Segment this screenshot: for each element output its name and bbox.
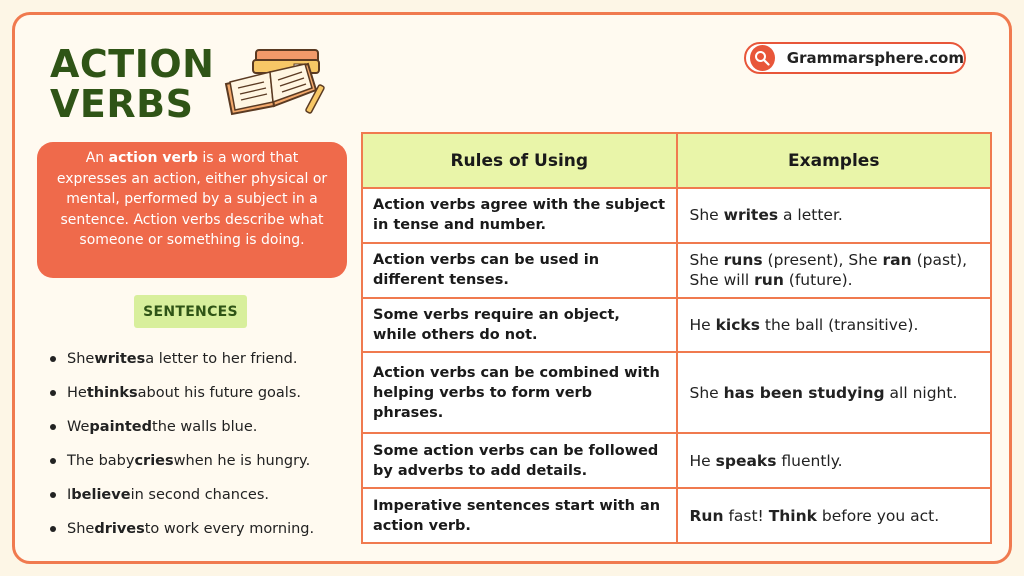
sentence-verb: painted xyxy=(89,419,153,435)
sentence-item xyxy=(50,342,314,376)
example-segment: Run xyxy=(689,506,724,525)
sentence-pre: He xyxy=(67,385,87,401)
table-row xyxy=(362,188,991,243)
sentence-verb: drives xyxy=(94,521,145,537)
sentence-item xyxy=(50,512,314,546)
sentence-post: the walls blue. xyxy=(152,419,258,435)
example-segment: ran xyxy=(882,251,912,270)
definition-pre: An xyxy=(85,150,109,166)
bullet-icon xyxy=(50,458,56,464)
open-book-icon xyxy=(220,44,332,118)
example-segment: speaks xyxy=(715,451,777,470)
brand-name: Grammarsphere.com xyxy=(786,49,964,67)
rule-cell: Imperative sentences start with an action verb. xyxy=(362,488,677,543)
example-segment: runs xyxy=(723,251,763,270)
table-row xyxy=(362,433,991,488)
sentence-post: about his future goals. xyxy=(137,385,301,401)
sentence-item xyxy=(50,376,314,410)
title-line-2: VERBS xyxy=(50,82,194,126)
brand-badge[interactable] xyxy=(744,42,966,74)
example-cell xyxy=(677,298,992,353)
example-segment: kicks xyxy=(715,316,760,335)
sentence-list xyxy=(50,342,314,546)
sentence-verb: believe xyxy=(71,487,131,503)
search-icon xyxy=(750,45,775,71)
sentence-post: in second chances. xyxy=(130,487,270,503)
bullet-icon xyxy=(50,390,56,396)
title-line-1: ACTION xyxy=(50,42,215,86)
example-segment: run xyxy=(754,271,784,290)
rule-cell: Some verbs require an object, while others do not. xyxy=(362,298,677,353)
sentence-post: to work every morning. xyxy=(144,521,315,537)
sentence-pre: I xyxy=(67,487,72,503)
example-cell xyxy=(677,488,992,543)
table-row xyxy=(362,488,991,543)
example-segment: has been studying xyxy=(723,383,885,402)
rule-cell: Some action verbs can be followed by adverbs to add details. xyxy=(362,433,677,488)
sentence-item xyxy=(50,478,314,512)
sentence-item xyxy=(50,444,314,478)
example-segment: all night. xyxy=(884,383,958,402)
example-segment: fast! xyxy=(723,506,769,525)
page-title xyxy=(50,44,214,124)
sentences-label: SENTENCES xyxy=(134,295,247,328)
rule-cell: Action verbs agree with the subject in tense and number. xyxy=(362,188,677,243)
table-row xyxy=(362,243,991,298)
bullet-icon xyxy=(50,356,56,362)
definition-post: is a word that expresses an action, either physical or mental, performed by a subject in a sentence. Action verbs describe what someone or something is doing. xyxy=(56,150,328,248)
sentence-post: a letter to her friend. xyxy=(145,351,298,367)
example-cell xyxy=(677,243,992,298)
definition-box xyxy=(37,142,347,278)
header-examples: Examples xyxy=(677,133,992,188)
bullet-icon xyxy=(50,492,56,498)
sentence-verb: writes xyxy=(94,351,146,367)
table-row xyxy=(362,352,991,433)
rule-cell: Action verbs can be used in different tenses. xyxy=(362,243,677,298)
example-segment: writes xyxy=(723,206,779,225)
example-segment: She xyxy=(689,206,724,225)
example-cell xyxy=(677,188,992,243)
bullet-icon xyxy=(50,424,56,430)
example-segment: She xyxy=(689,251,724,270)
example-segment: before you act. xyxy=(816,506,940,525)
rule-cell: Action verbs can be combined with helping verbs to form verb phrases. xyxy=(362,352,677,433)
example-segment: (present), She xyxy=(762,251,883,270)
example-segment: He xyxy=(689,451,716,470)
sentence-pre: The baby xyxy=(67,453,135,469)
example-segment: a letter. xyxy=(778,206,843,225)
example-segment: Think xyxy=(768,506,817,525)
sentence-pre: She xyxy=(67,521,95,537)
sentence-post: when he is hungry. xyxy=(173,453,311,469)
example-segment: the ball (transitive). xyxy=(759,316,919,335)
sentence-pre: We xyxy=(67,419,90,435)
bullet-icon xyxy=(50,526,56,532)
example-segment: She xyxy=(689,383,724,402)
example-segment: fluently. xyxy=(776,451,843,470)
header-rules: Rules of Using xyxy=(362,133,677,188)
rules-table xyxy=(361,132,992,544)
example-cell xyxy=(677,433,992,488)
definition-term: action verb xyxy=(108,150,198,166)
sentence-item xyxy=(50,410,314,444)
example-segment: (past), She will xyxy=(689,251,968,290)
sentence-verb: thinks xyxy=(86,385,138,401)
example-cell xyxy=(677,352,992,433)
table-row xyxy=(362,298,991,353)
example-segment: (future). xyxy=(783,271,853,290)
example-segment: He xyxy=(689,316,716,335)
sentence-pre: She xyxy=(67,351,95,367)
sentence-verb: cries xyxy=(134,453,174,469)
